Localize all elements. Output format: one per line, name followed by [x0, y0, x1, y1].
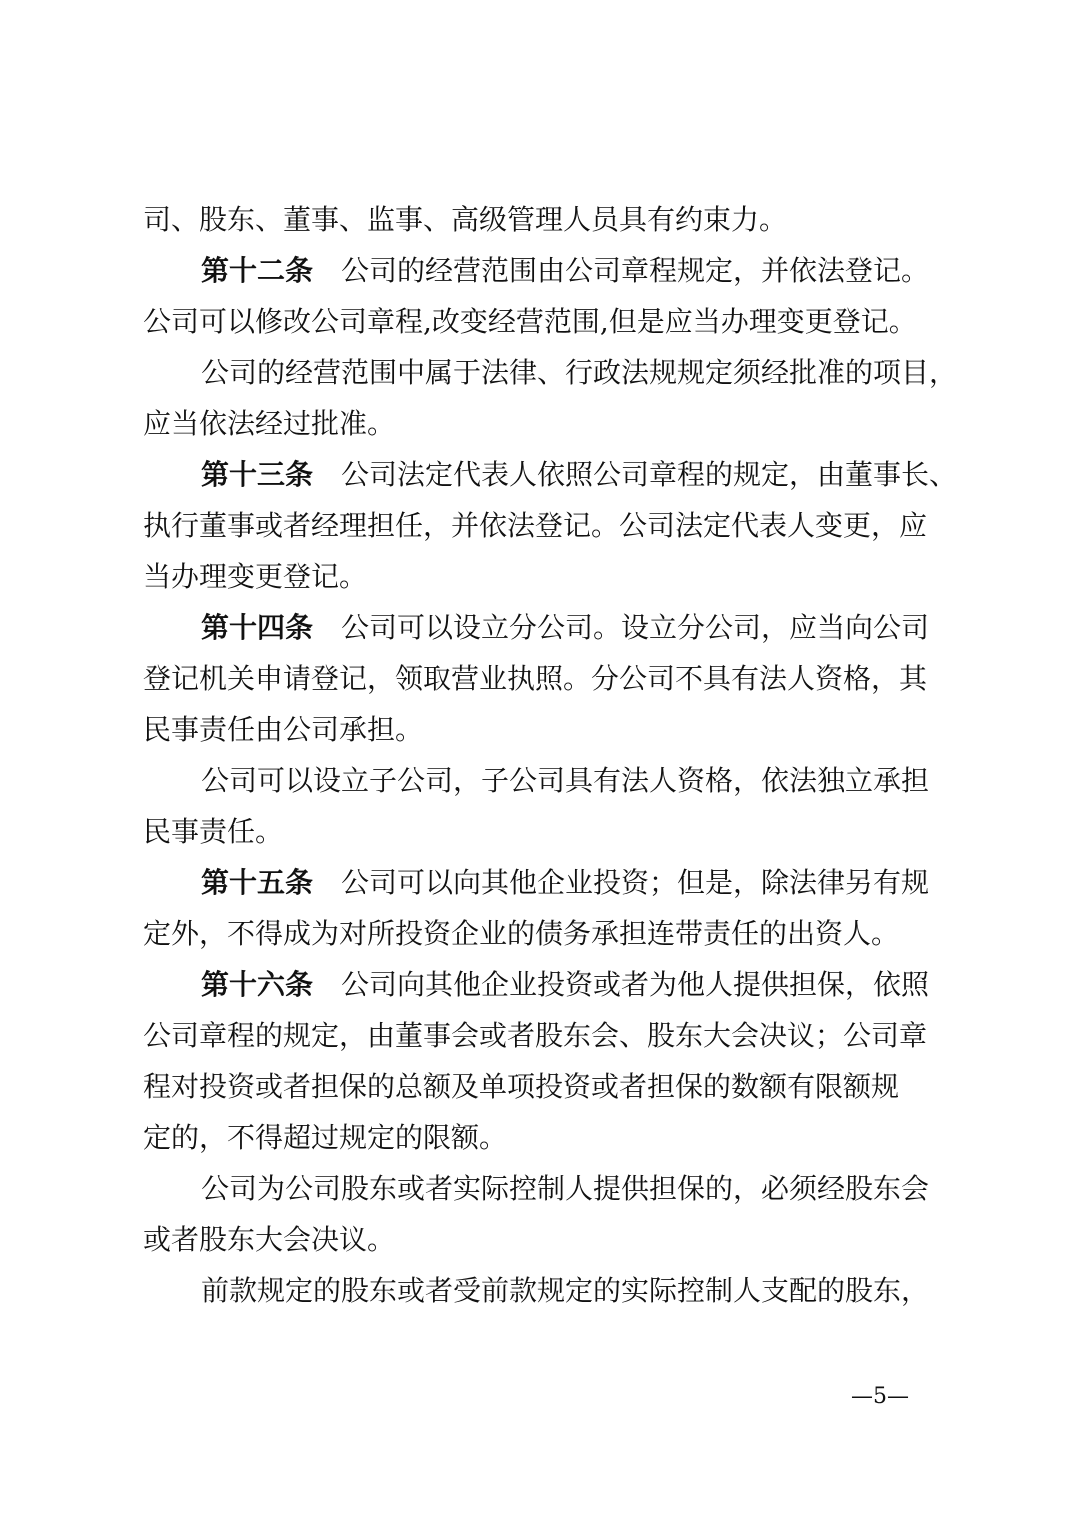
text-line	[143, 294, 943, 350]
line-text: 当办理变更登记。	[143, 560, 368, 593]
text-line	[143, 549, 943, 605]
text-line	[143, 906, 943, 962]
text-line	[143, 345, 958, 401]
line-text: 程对投资或者担保的总额及单项投资或者担保的数额有限额规	[143, 1070, 900, 1103]
text-line	[143, 600, 943, 656]
text-line	[143, 1110, 943, 1166]
line-text: 公司向其他企业投资或者为他人提供担保，依照	[341, 968, 930, 1001]
page-number: —5—	[851, 1384, 909, 1409]
article-heading: 第十六条	[201, 968, 314, 1001]
line-text: 公司章程的规定，由董事会或者股东会、股东大会决议；公司章	[143, 1019, 928, 1052]
text-line	[143, 651, 943, 707]
line-text: 登记机关申请登记，领取营业执照。分公司不具有法人资格，其	[143, 662, 928, 695]
line-text: 应当依法经过批准。	[143, 407, 396, 440]
text-line	[143, 396, 943, 452]
text-line	[143, 1059, 943, 1115]
line-text: 民事责任由公司承担。	[143, 713, 424, 746]
text-line	[143, 1263, 943, 1319]
text-line	[143, 702, 943, 758]
line-text: 或者股东大会决议。	[143, 1223, 396, 1256]
article-heading: 第十三条	[201, 458, 314, 491]
line-text: 公司可以设立子公司，子公司具有法人资格，依法独立承担	[201, 764, 930, 797]
line-text: 民事责任。	[143, 815, 284, 848]
text-line	[143, 1161, 943, 1217]
text-line	[143, 804, 943, 860]
text-line	[143, 447, 958, 503]
line-text: 公司的经营范围中属于法律、行政法规规定须经批准的项目，	[201, 356, 958, 389]
line-text: 公司可以修改公司章程,改变经营范围,但是应当办理变更登记。	[143, 305, 917, 338]
line-text: 公司为公司股东或者实际控制人提供担保的，必须经股东会	[201, 1172, 930, 1205]
article-heading: 第十四条	[201, 611, 314, 644]
line-text: 公司法定代表人依照公司章程的规定，由董事长、	[341, 458, 958, 491]
line-text: 前款规定的股东或者受前款规定的实际控制人支配的股东，	[201, 1274, 930, 1307]
line-text: 司、股东、董事、监事、高级管理人员具有约束力。	[143, 203, 788, 236]
line-text: 定的，不得超过规定的限额。	[143, 1121, 508, 1154]
line-text: 执行董事或者经理担任，并依法登记。公司法定代表人变更，应	[143, 509, 928, 542]
text-line	[143, 192, 943, 248]
line-text: 定外，不得成为对所投资企业的债务承担连带责任的出资人。	[143, 917, 900, 950]
text-line	[143, 855, 943, 911]
text-line	[143, 243, 943, 299]
text-line	[143, 1212, 943, 1268]
line-text: 公司的经营范围由公司章程规定，并依法登记。	[341, 254, 930, 287]
line-text: 公司可以设立分公司。设立分公司，应当向公司	[341, 611, 930, 644]
text-line	[143, 498, 943, 554]
text-line	[143, 1008, 943, 1064]
text-line	[143, 753, 943, 809]
article-heading: 第十二条	[201, 254, 314, 287]
line-text: 公司可以向其他企业投资；但是，除法律另有规	[341, 866, 930, 899]
text-line	[143, 957, 943, 1013]
article-heading: 第十五条	[201, 866, 314, 899]
